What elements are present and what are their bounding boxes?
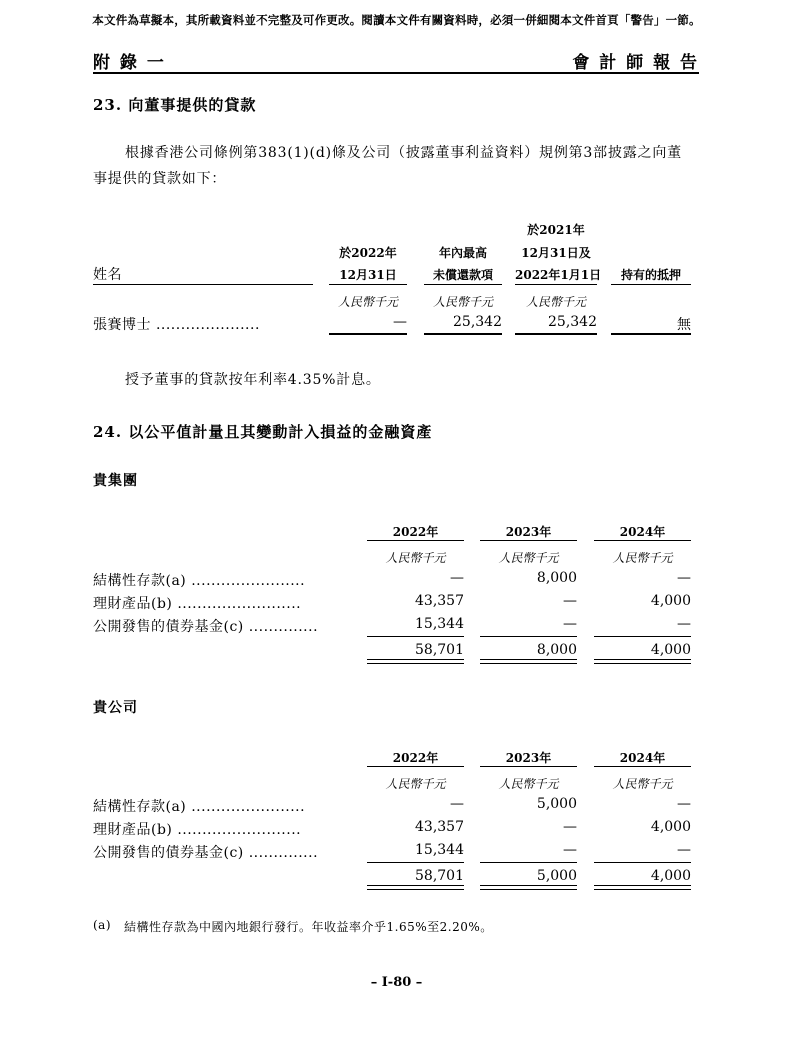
- col2-header-line2: 未償還款項: [432, 268, 493, 282]
- col2-header-rule: [424, 284, 502, 285]
- company-cell: 15,344: [415, 842, 464, 858]
- section-23-paragraph-line1: 根據香港公司條例第383(1)(d)條及公司（披露董事利益資料）規例第3部披露之向董: [125, 145, 682, 161]
- draft-warning: 本文件為草擬本，其所載資料並不完整及可作更改。閱讀本文件有關資料時，必須一併細閱本文件首頁「警告」一節。: [92, 13, 701, 27]
- group-subtitle: 貴集團: [93, 473, 138, 489]
- group-year-rule-1: [367, 540, 464, 541]
- page-number: – I-80 –: [370, 975, 423, 990]
- company-subtotal-rule-1: [367, 862, 464, 863]
- company-unit-1: 人民幣千元: [385, 777, 446, 791]
- group-row-label: 結構性存款(a) .......................: [93, 573, 306, 589]
- company-total: 58,701: [415, 868, 464, 884]
- company-unit-2: 人民幣千元: [498, 777, 559, 791]
- group-cell: 15,344: [415, 616, 464, 632]
- company-cell: 43,357: [415, 819, 464, 835]
- group-cell: —: [450, 570, 464, 586]
- section-23-paragraph-line2: 事提供的貸款如下：: [93, 171, 227, 187]
- company-row-label: 理財產品(b) .........................: [93, 822, 302, 838]
- company-cell: —: [563, 819, 577, 835]
- company-subtotal-rule-2: [480, 862, 577, 863]
- group-total: 4,000: [650, 642, 691, 658]
- group-cell: 43,357: [415, 593, 464, 609]
- company-year-rule-3: [594, 766, 691, 767]
- company-total: 5,000: [536, 868, 577, 884]
- group-subtotal-rule-3: [594, 636, 691, 637]
- header-rule: [93, 72, 699, 74]
- col1-total-rule: [329, 333, 407, 335]
- group-cell: 8,000: [536, 570, 577, 586]
- group-unit-1: 人民幣千元: [385, 551, 446, 565]
- company-cell: —: [677, 796, 691, 812]
- company-year-rule-1: [367, 766, 464, 767]
- company-cell: —: [450, 796, 464, 812]
- director-row-col2: 25,342: [453, 314, 502, 330]
- group-cell: —: [563, 593, 577, 609]
- director-row-col4: 無: [677, 317, 691, 333]
- group-year-rule-2: [480, 540, 577, 541]
- company-unit-3: 人民幣千元: [612, 777, 673, 791]
- group-row-label: 理財產品(b) .........................: [93, 596, 302, 612]
- group-year-2023: 2023年: [505, 525, 552, 539]
- group-cell: —: [677, 570, 691, 586]
- company-year-2023: 2023年: [505, 751, 552, 765]
- col3-header-line2: 2022年1月1日: [515, 268, 602, 282]
- col2-unit: 人民幣千元: [432, 295, 493, 309]
- section-24-title: 24. 以公平值計量且其變動計入損益的金融資產: [93, 423, 433, 441]
- company-row-label: 結構性存款(a) .......................: [93, 799, 306, 815]
- group-cell: 4,000: [650, 593, 691, 609]
- section-23-title: 23. 向董事提供的貸款: [93, 96, 257, 114]
- group-total: 8,000: [536, 642, 577, 658]
- director-row-label: 張賽博士 .....................: [93, 317, 260, 333]
- report-title: 會 計 師 報 告: [572, 53, 699, 73]
- group-cell: —: [677, 616, 691, 632]
- company-cell: —: [677, 842, 691, 858]
- col4-header: 持有的抵押: [620, 268, 681, 282]
- group-subtotal-rule-1: [367, 636, 464, 637]
- name-column-header: 姓名: [93, 267, 122, 283]
- group-year-2024: 2024年: [619, 525, 666, 539]
- company-total: 4,000: [650, 868, 691, 884]
- group-row-label: 公開發售的債券基金(c) ..............: [93, 619, 319, 635]
- group-cell: —: [563, 616, 577, 632]
- company-cell: 4,000: [650, 819, 691, 835]
- company-cell: 5,000: [536, 796, 577, 812]
- company-row-label: 公開發售的債券基金(c) ..............: [93, 845, 319, 861]
- group-total-double-rule-3: [594, 659, 691, 664]
- col1-header-line2: 12月31日: [339, 268, 397, 282]
- col2-header-line1: 年內最高: [438, 246, 487, 260]
- group-year-rule-3: [594, 540, 691, 541]
- col3-header-line0: 於2021年: [527, 223, 585, 237]
- group-subtotal-rule-2: [480, 636, 577, 637]
- footnote-marker: (a): [93, 918, 112, 932]
- col1-header-rule: [329, 284, 407, 285]
- col3-total-rule: [515, 333, 597, 335]
- group-total-double-rule-1: [367, 659, 464, 664]
- col3-header-rule: [515, 284, 597, 285]
- group-total: 58,701: [415, 642, 464, 658]
- company-subtotal-rule-3: [594, 862, 691, 863]
- director-row-col3: 25,342: [548, 314, 597, 330]
- group-unit-3: 人民幣千元: [612, 551, 673, 565]
- group-unit-2: 人民幣千元: [498, 551, 559, 565]
- col1-header-line1: 於2022年: [339, 246, 397, 260]
- footnote-text: 結構性存款為中國內地銀行發行。年收益率介乎1.65%至2.20%。: [124, 920, 493, 934]
- company-cell: —: [563, 842, 577, 858]
- interest-note: 授予董事的貸款按年利率4.35%計息。: [125, 372, 381, 388]
- company-total-double-rule-3: [594, 885, 691, 890]
- company-subtitle: 貴公司: [93, 700, 138, 716]
- group-year-2022: 2022年: [392, 525, 439, 539]
- company-year-rule-2: [480, 766, 577, 767]
- company-year-2024: 2024年: [619, 751, 666, 765]
- director-row-col1: —: [393, 314, 407, 330]
- col1-unit: 人民幣千元: [337, 295, 398, 309]
- col3-unit: 人民幣千元: [525, 295, 586, 309]
- appendix-title: 附 錄 一: [93, 53, 166, 73]
- group-total-double-rule-2: [480, 659, 577, 664]
- company-total-double-rule-1: [367, 885, 464, 890]
- col2-total-rule: [424, 333, 502, 335]
- col4-header-rule: [611, 284, 691, 285]
- col4-total-rule: [611, 333, 691, 335]
- col3-header-line1: 12月31日及: [521, 246, 591, 260]
- name-header-rule: [93, 284, 313, 285]
- company-year-2022: 2022年: [392, 751, 439, 765]
- company-total-double-rule-2: [480, 885, 577, 890]
